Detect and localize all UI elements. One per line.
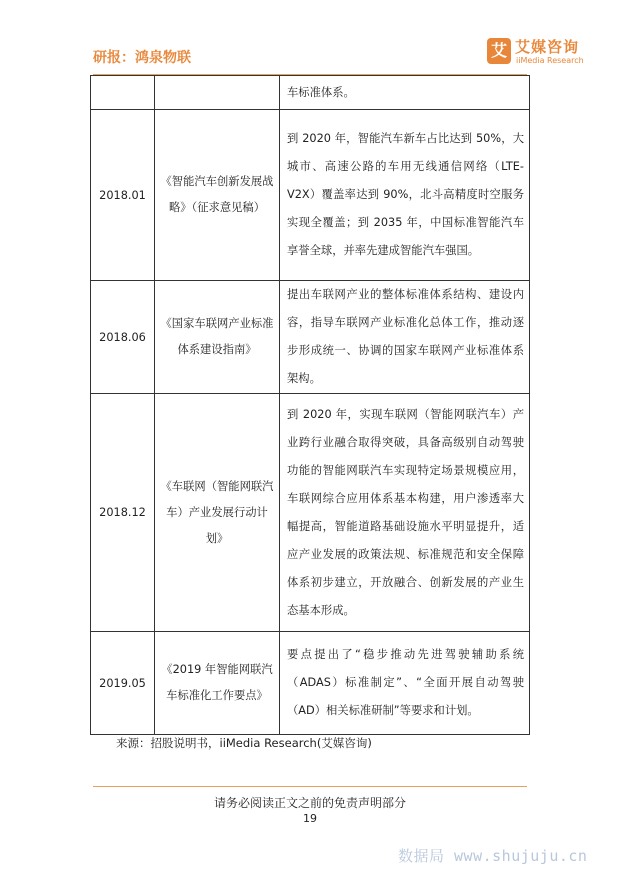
table-cell-name: 《2019 年智能网联汽车标准化工作要点》 xyxy=(155,632,280,735)
page-number: 19 xyxy=(303,812,317,825)
table-cell-desc: 要点提出了“稳步推动先进驾驶辅助系统（ADAS）标准制定”、“全面开展自动驾驶（AD）相关标准研制”等要求和计划。 xyxy=(280,632,530,735)
table-cell-desc: 提出车联网产业的整体标准体系结构、建设内容，指导车联网产业标准化总体工作，推动逐步形成统一、协调的国家车联网产业标准体系架构。 xyxy=(280,281,530,394)
table-cell-desc: 到 2020 年，智能汽车新车占比达到 50%，大城市、高速公路的车用无线通信网络（LTE-V2X）覆盖率达到 90%，北斗高精度时空服务实现全覆盖；到 2035 年，中国标准智能汽车享誉全球，并率先建成智能汽车强国。 xyxy=(280,110,530,281)
policy-table xyxy=(90,75,530,735)
table-cell-name: 《车联网（智能网联汽车）产业发展行动计划》 xyxy=(155,394,280,632)
table-cell-date: 2018.12 xyxy=(91,394,155,632)
table-row xyxy=(91,632,530,735)
disclaimer-notice: 请务必阅读正文之前的免责声明部分 xyxy=(213,796,406,810)
table-cell-name: 《智能汽车创新发展战略》（征求意见稿） xyxy=(155,110,280,281)
logo-name: 艾媒咨询 xyxy=(515,38,580,56)
watermark: 数据局 www.shujuju.cn xyxy=(398,847,588,865)
table-cell-date xyxy=(91,76,155,110)
table-cell-desc: 车标准体系。 xyxy=(280,76,530,110)
table-row xyxy=(91,110,530,281)
logo-mark-icon: 艾 xyxy=(487,38,511,64)
logo-subtitle: iiMedia Research xyxy=(516,56,584,65)
table-cell-date: 2019.05 xyxy=(91,632,155,735)
table-row xyxy=(91,394,530,632)
table-cell-name: 《国家车联网产业标准体系建设指南》 xyxy=(155,281,280,394)
table-cell-name xyxy=(155,76,280,110)
footer-divider xyxy=(93,786,527,787)
company-logo xyxy=(487,36,597,70)
source-note: 来源：招股说明书，iiMedia Research(艾媒咨询) xyxy=(116,736,372,750)
table-row xyxy=(91,281,530,394)
table-row xyxy=(91,76,530,110)
table-cell-date: 2018.01 xyxy=(91,110,155,281)
table-cell-desc: 到 2020 年，实现车联网（智能网联汽车）产业跨行业融合取得突破，具备高级别自动驾驶功能的智能网联汽车实现特定场景规模应用，车联网综合应用体系基本构建，用户渗透率大幅提高，智能道路基础设施水平明显提升，适应产业发展的政策法规、标准规范和安全保障体系初步建立，开放融合、创新发展的产业生态基本形成。 xyxy=(280,394,530,632)
table-cell-date: 2018.06 xyxy=(91,281,155,394)
report-title: 研报：鸿泉物联 xyxy=(93,50,191,66)
